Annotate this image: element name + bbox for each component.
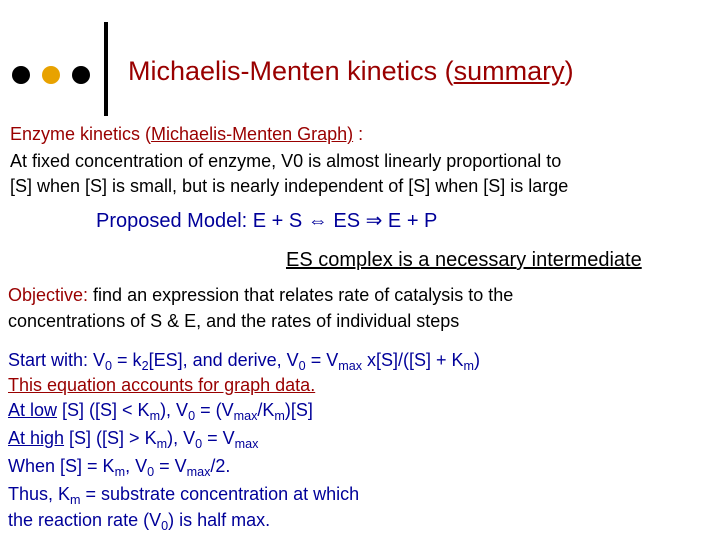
start-with-line: Start with: $V_0 = k_2[ES]$, and derive, $V_0 = V_{max}$ $x[S]/([S] + K_m)$ xyxy=(8,350,481,373)
intro-line-2: At fixed concentration of enzyme, V0 is almost linearly proportional to xyxy=(10,151,562,171)
accounts-line: This equation accounts for graph data. xyxy=(8,375,316,395)
objective-line-2: concentrations of S & E, and the rates of individual steps xyxy=(8,311,460,331)
header-divider xyxy=(104,22,108,116)
intro-line-1: Enzyme kinetics (Michaelis-Menten Graph) : xyxy=(10,124,364,144)
low-s-line: At low [S] $([S] < K_m)$, $V_0 = (V_{max}/K_m)[S]$ xyxy=(8,400,313,423)
objective-line-1: Objective: find an expression that relates rate of catalysis to the xyxy=(8,285,514,305)
at-high-link[interactable]: At high xyxy=(8,428,65,448)
intro-line-3: [S] when [S] is small, but is nearly independent of [S] when [S] is large xyxy=(10,176,569,196)
graph-link[interactable]: Michaelis-Menten Graph) xyxy=(151,124,354,144)
title-summary: summary xyxy=(453,56,565,86)
forward-arrow-icon: ⇒ xyxy=(365,210,383,232)
bullet-dot-gold xyxy=(42,66,60,84)
es-complex-note: ES complex is a necessary intermediate xyxy=(286,249,642,271)
bullet-dot-black-2 xyxy=(72,66,90,84)
reversible-arrow-icon: ⇔ xyxy=(307,210,328,232)
high-s-line: At high [S] $([S] > K_m)$, $V_0 = V_{max}$ xyxy=(8,428,259,451)
when-line: When $[S] = K_m$, $V_0 = V_{max}/2$. xyxy=(8,456,231,479)
thus-line: Thus, $K_m$ = substrate concentration at which xyxy=(8,484,360,507)
page-title xyxy=(128,56,574,87)
proposed-model: Proposed Model: E + S ⇔ ES ⇒ E + P xyxy=(96,210,438,232)
at-low-link[interactable]: At low xyxy=(8,400,58,420)
title-end: ) xyxy=(564,56,574,86)
half-max-line: the reaction rate $(V_0)$ is half max. xyxy=(8,510,271,533)
bullet-dot-black xyxy=(12,66,30,84)
title-text: Michaelis-Menten kinetics ( xyxy=(128,56,454,86)
